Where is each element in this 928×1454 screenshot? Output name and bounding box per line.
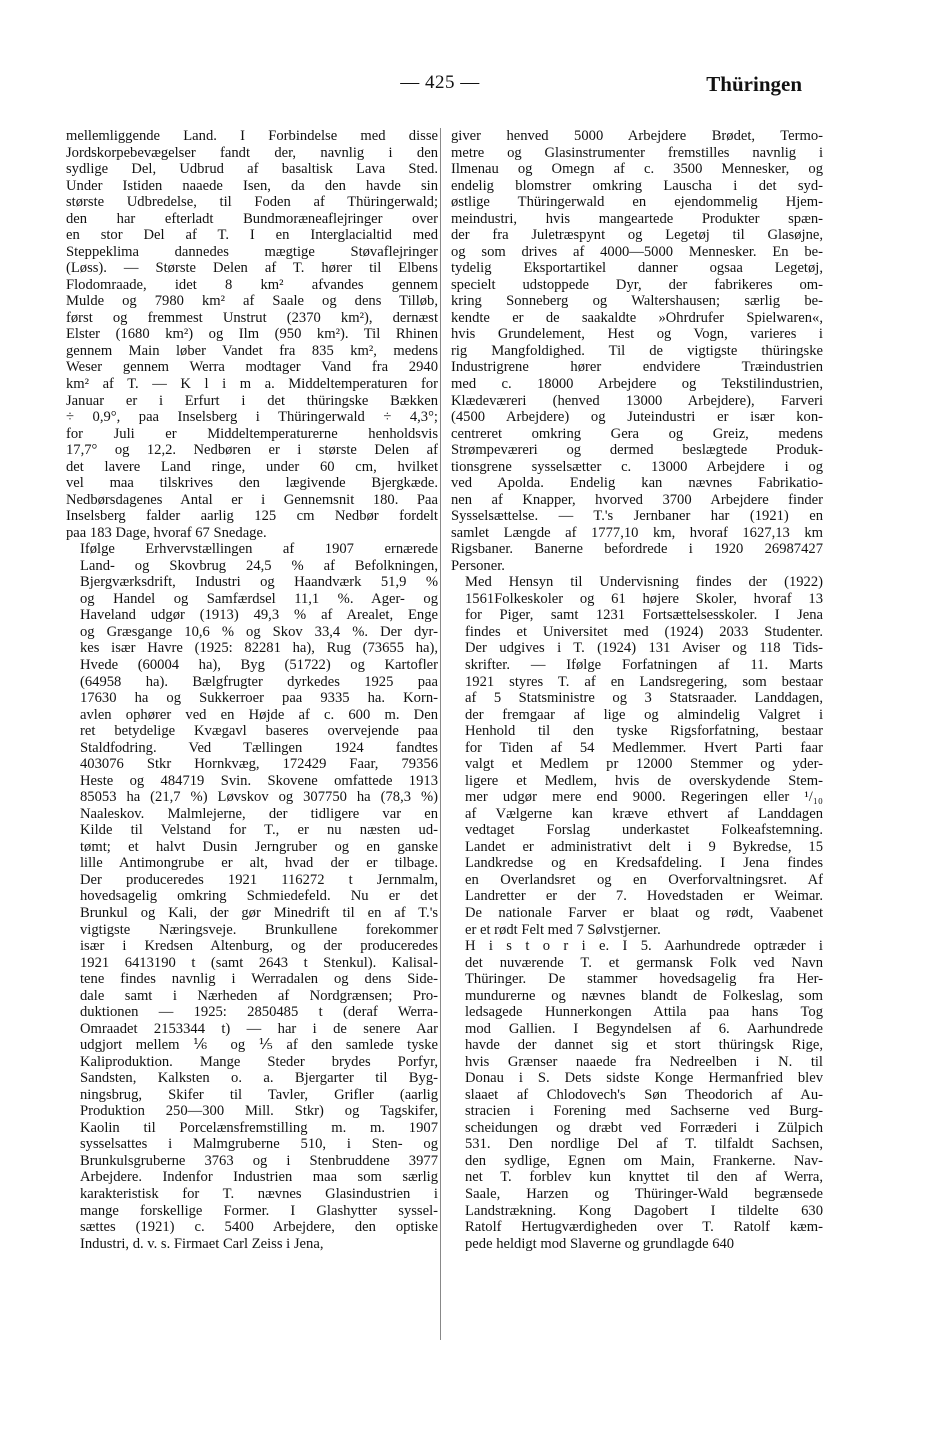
text-line: ved Apolda. Endelig kan nævnes Fabrikatio-: [451, 475, 823, 492]
text-line: ligere et Medlem, hvis de overskydende Stem-: [465, 772, 823, 789]
text-line: (4500 Arbejdere) og Juteindustri er især kon-: [451, 409, 823, 426]
text-line: 17,7° og 12,2. Nedbøren er i største Delen af: [66, 442, 438, 459]
text-line: mange forskellige Former. I Glashytter syssel-: [80, 1202, 438, 1219]
text-line: Land- og Skovbrug 24,5 % af Befolkningen,: [80, 557, 438, 574]
text-line: dale samt i Nærheden af Nordgrænsen; Pro-: [80, 987, 438, 1004]
text-line: især i Kredsen Altenburg, og der produceredes: [80, 938, 438, 955]
text-line: giver henved 5000 Arbejdere Brødet, Termo-: [451, 128, 823, 144]
text-line: vigtigste Næringsveje. Brunkullene forekommer: [80, 921, 438, 938]
text-line: mundurerne og nævnes blandt de Folkeslag, som: [465, 987, 823, 1004]
page-number: — 425 —: [400, 72, 480, 93]
text-line: avlen ophører ved en Højde af c. 600 m. Den: [80, 706, 438, 723]
text-line: ÷ 0,9°, paa Inselsberg i Thüringerwald ÷ 4,3°;: [66, 409, 438, 426]
text-line: tionsgrene sysselsætter c. 13000 Arbejdere i og: [451, 458, 823, 475]
text-line: Henhold til den tyske Rigsforfatning, bestaar: [465, 723, 823, 740]
text-line: Personer.: [451, 557, 505, 574]
text-line: samlet Længde af 1777,10 km, hvoraf 1627,13 km: [451, 524, 823, 541]
text-line: Landkredse og en Kredsafdeling. I Jena findes: [465, 855, 823, 872]
text-line: sættes (1921) c. 5400 Arbejdere, den optiske: [80, 1219, 438, 1236]
text-line: er et rødt Felt med 7 Sølvstjerner.: [465, 921, 661, 938]
text-line: Mulde og 7980 km² af Saale og dens Tilløb,: [66, 293, 438, 310]
text-line: findes et Universitet med (1924) 2033 Studenter.: [465, 623, 823, 640]
text-line: karakteristisk for T. nævnes Glasindustrien i: [80, 1186, 438, 1202]
text-line: km² af T. — K l i m a. Middeltemperaturen for: [66, 375, 438, 392]
text-line: Bjergværksdrift, Industri og Haandværk 51,9 %: [80, 574, 438, 591]
text-line: Hvede (60004 ha), Byg (51722) og Kartofler: [80, 657, 438, 673]
text-line: Heste og 484719 Svin. Skovene omfattede 1913: [80, 772, 438, 789]
text-line: for Tiden af 54 Medlemmer. Hvert Parti faar: [465, 739, 823, 756]
text-line: Industrigrene hører endvidere Træindustrien: [451, 359, 823, 376]
text-line: Omraadet 2153344 t) — har i de senere Aar: [80, 1020, 438, 1037]
text-line: sysselsattes i Malmgruberne 510, i Sten- og: [80, 1136, 438, 1153]
text-line: valgt et Medlem pr 12000 Stemmer og yder-: [465, 756, 823, 773]
text-line: Nedbørsdagenes Antal er i Gennemsnit 180. Paa: [66, 491, 438, 508]
text-line: 531. Den nordlige Del af T. tilfaldt Sachsen,: [465, 1136, 823, 1153]
text-line: 1921 styres T. af en Landsregering, som bestaar: [465, 673, 823, 690]
text-line: med c. 18000 Arbejdere og Tekstilindustrien,: [451, 375, 823, 392]
text-line: Landretter er der 7. Hovedstaden er Weimar.: [465, 888, 823, 905]
text-line: gennem Main løber Vandet fra 835 km², medens: [66, 342, 438, 359]
text-line: Under Istiden naaede Isen, da den havde sin: [66, 177, 438, 194]
text-line: en stor Del af T. I en Interglacialtid med: [66, 227, 438, 244]
text-line: scheidungen og dræbt ved Forræderi i Zülpich: [465, 1119, 823, 1136]
text-line: udgjort mellem ⅙ og ⅕ af den samlede tyske: [80, 1037, 438, 1054]
text-line: lille Antimongrube er alt, hvad der er tilbage.: [80, 855, 438, 872]
text-line: en Overlandsret og en Overforvaltningsret. Af: [465, 871, 823, 888]
text-line: 17630 ha og Sukkerroer paa 9335 ha. Korn-: [80, 690, 438, 707]
text-line: Steppeklima dannedes mægtige Støvaflejringer: [66, 243, 438, 260]
paragraph: [66, 541, 438, 1252]
text-line: Jordskorpebevægelser fandt der, navnlig i den: [66, 144, 438, 161]
text-line: Kaliproduktion. Mange Steder brydes Porfyr,: [80, 1053, 438, 1070]
text-line: Brunkulsgruberne 3763 og i Stenbruddene 3977: [80, 1152, 438, 1169]
text-line: Ilmenau og Omegn af c. 3500 Mennesker, og: [451, 161, 823, 178]
text-line: Produktion 250—300 Mill. Stkr) og Tagskifer,: [80, 1103, 438, 1120]
text-line: De nationale Farver er blaat og rødt, Vaabenet: [465, 904, 823, 921]
text-line: ret betydelige Kvægavl baseres overvejende paa: [80, 723, 438, 740]
text-line: kes især Havre (1925: 82281 ha), Rug (73655 ha),: [80, 640, 438, 657]
text-line: af Vælgerne kan kræve ethvert af Landdagen: [465, 805, 823, 822]
text-line: Der udgives i T. (1924) 131 Aviser og 118 Tids-: [465, 640, 823, 657]
text-line: Arbejdere. Indenfor Industrien maa som særlig: [80, 1169, 438, 1186]
text-line: specielt udstoppede Dyr, der fabrikeres om-: [451, 276, 823, 293]
text-line: centreret omkring Gera og Greiz, medens: [451, 425, 823, 442]
text-line: hvis Grundelement, Hest og Vogn, varieres i: [451, 326, 823, 343]
text-line: 1561Folkeskoler og 61 højere Skoler, hvoraf 13: [465, 590, 823, 607]
text-line: ningsbrug, Skifer til Tavler, Grifler (aarlig: [80, 1086, 438, 1103]
text-line: havde der dannet sig et stort thüringsk Rige,: [465, 1037, 823, 1054]
text-line: vel maa tilskrives den lægivende Bjergkæde.: [66, 475, 438, 492]
text-line: for Juli er Middeltemperaturerne henholdsvis: [66, 425, 438, 442]
text-line: nen af Knapper, hvorved 3700 Arbejdere finder: [451, 491, 823, 508]
text-line: Sandsten, Kalksten o. a. Bjergarter til Byg-: [80, 1070, 438, 1087]
text-line: Ratolf Hertugværdigheden over T. Ratolf kæm-: [465, 1219, 823, 1236]
text-line: 1921 6413190 t (samt 2643 t Stenkul). Kalisal-: [80, 954, 438, 971]
paragraph: [451, 938, 823, 1252]
text-line: Flodomraade, idet 8 km² afvandes gennem: [66, 276, 438, 293]
text-line: af 5 Statsministre og 3 Statsraader. Landdagen,: [465, 690, 823, 707]
text-line: Ifølge Erhvervstællingen af 1907 ernærede: [80, 541, 438, 558]
text-line: metre og Glasinstrumenter fremstilles navnlig i: [451, 144, 823, 161]
text-line: og Handel og Samfærdsel 11,1 %. Ager- og: [80, 590, 438, 607]
text-line: Brunkul og Kali, der gør Minedrift til en af T.'s: [80, 904, 438, 921]
text-line: Industri, d. v. s. Firmaet Carl Zeiss i Jena,: [80, 1235, 324, 1252]
text-line: Staldfodring. Ved Tællingen 1924 fandtes: [80, 739, 438, 756]
text-line: der fremgaar af lige og almindelig Valgret i: [465, 706, 823, 723]
text-line: Kilde til Velstand for T., er nu næsten ud-: [80, 822, 438, 839]
text-line: Naaleskov. Malmlejerne, der tidligere var en: [80, 805, 438, 822]
text-line: tømt; et halvt Dusin Jerngruber og en ganske: [80, 838, 438, 855]
text-line: mellemliggende Land. I Forbindelse med disse: [66, 128, 438, 144]
text-line: slaaet af Chlodovech's Søn Theodorich af Au-: [465, 1086, 823, 1103]
text-line: (64958 ha). Bælgfrugter dyrkedes 1925 paa: [80, 673, 438, 690]
text-line: den sydlige, Egnen om Main, Frankerne. Nav-: [465, 1152, 823, 1169]
text-line: kendte er de saakaldte »Ohrdrufer Spielwaren«,: [451, 309, 823, 326]
text-line: vedtaget Forslag underkastet Folkeafstemning.: [465, 822, 823, 839]
text-line: paa 183 Dage, hvoraf 67 Snedage.: [66, 524, 267, 541]
text-line: Donau i S. Dets sidste Konge Hermanfried blev: [465, 1070, 823, 1087]
text-line: det lavere Land ringe, under 60 cm, hvilket: [66, 458, 438, 475]
text-line: sydlige Del, Udbrud af basaltisk Lava Sted.: [66, 161, 438, 178]
page-title: Thüringen: [706, 72, 802, 96]
column-divider: [440, 128, 441, 1340]
text-line: rig Mangfoldighed. Til de vigtigste thüringske: [451, 342, 823, 359]
text-line: ledsagede Hunnerkongen Attila paa hans Tog: [465, 1004, 823, 1021]
text-line: mer udgør mere end 9000. Regeringen eller ¹/₁₀: [465, 789, 823, 806]
text-line: Inselsberg falder aarlig 125 cm Nedbør fordelt: [66, 508, 438, 525]
text-line: endelig blomstrer omkring Lauscha i det syd-: [451, 177, 823, 194]
text-line: først og fremmest Unstrut (2370 km²), dernæst: [66, 309, 438, 326]
text-line: meindustri, hvis mangeartede Produkter spæn-: [451, 210, 823, 227]
text-line: Med Hensyn til Undervisning findes der (1922): [465, 574, 823, 591]
text-line: Elster (1680 km²) og Ilm (950 km²). Til Rhinen: [66, 326, 438, 343]
paragraph: [66, 128, 438, 541]
text-line: hovedsagelig omkring Schmiedefeld. Nu er det: [80, 888, 438, 905]
text-line: østlige Thüringerwald en ejendommelig Hjem-: [451, 194, 823, 211]
text-line: Sysselsættelse. — T.'s Jernbaner har (1921) en: [451, 508, 823, 525]
text-line: største Udbredelse, til Foden af Thüringerwald;: [66, 194, 438, 211]
text-line: der fra Juletræspynt og Legetøj til Glasøjne,: [451, 227, 823, 244]
text-line: og som drives af 4000—5000 Mennesker. En be-: [451, 243, 823, 260]
text-line: Landet er administrativt delt i 9 Bykredse, 15: [465, 838, 823, 855]
text-line: Strømpeværeri og dermed beslægtede Produk-: [451, 442, 823, 459]
text-line: Januar er i Erfurt i det thüringske Bækken: [66, 392, 438, 409]
text-line: duktionen — 1925: 2850485 t (deraf Werra-: [80, 1004, 438, 1021]
text-line: kring Sonneberg og Waltershausen; særlig be-: [451, 293, 823, 310]
text-line: den har efterladt Bundmoræneaflejringer over: [66, 210, 438, 227]
text-line: Der produceredes 1921 116272 t Jernmalm,: [80, 871, 438, 888]
text-line: net T. forblev kun knyttet til den af Werra,: [465, 1169, 823, 1186]
left-column: [66, 128, 438, 1252]
text-line: (Løss). — Største Delen af T. hører til Elbens: [66, 260, 438, 277]
text-line: Klædeværeri (henved 13000 Arbejdere), Farveri: [451, 392, 823, 409]
text-line: stracien i Forening med Sachserne ved Burg-: [465, 1103, 823, 1120]
text-line: mod Gallien. I Begyndelsen af 6. Aarhundrede: [465, 1020, 823, 1037]
text-line: Thüringer. De stammer hovedsagelig fra Her-: [465, 971, 823, 988]
text-line: Rigsbaner. Banerne befordrede i 1920 26987427: [451, 541, 823, 558]
right-column: [451, 128, 823, 1252]
text-line: tene findes navnlig i Werradalen og dens Side-: [80, 971, 438, 988]
text-line: det nuværende T. et germansk Folk ved Navn: [465, 954, 823, 971]
text-line: hvis Grænser naaede fra Nedreelben i N. til: [465, 1053, 823, 1070]
text-line: Landstrækning. Kong Dagobert I tildelte 630: [465, 1202, 823, 1219]
paragraph: [451, 574, 823, 938]
paragraph: [451, 128, 823, 574]
text-line: Haveland udgør (1913) 49,3 % af Arealet, Enge: [80, 607, 438, 624]
text-line: pede heldigt mod Slaverne og grundlagde 640: [465, 1235, 735, 1252]
text-line: Kaolin til Porcelænsfremstilling m. m. 1907: [80, 1119, 438, 1136]
text-line: for Piger, samt 1231 Fortsættelsesskoler. I Jena: [465, 607, 823, 624]
text-line: Weser gennem Werra modtager Vand fra 2940: [66, 359, 438, 376]
text-line: Saale, Harzen og Thüringer-Wald begrænsede: [465, 1186, 823, 1202]
text-line: 85053 ha (21,7 %) Løvskov og 307750 ha (78,3 %): [80, 789, 438, 806]
text-line: 403076 Stkr Hornkvæg, 172429 Faar, 79356: [80, 756, 438, 773]
text-line: skrifter. — Ifølge Forfatningen af 11. Marts: [465, 657, 823, 673]
text-line: og Græsgange 10,6 % og Skov 33,4 %. Der dyr-: [80, 623, 438, 640]
text-line: tydelig Eksportartikel danner ogsaa Legetøj,: [451, 260, 823, 277]
text-line: H i s t o r i e. I 5. Aarhundrede optræder i: [465, 938, 823, 955]
